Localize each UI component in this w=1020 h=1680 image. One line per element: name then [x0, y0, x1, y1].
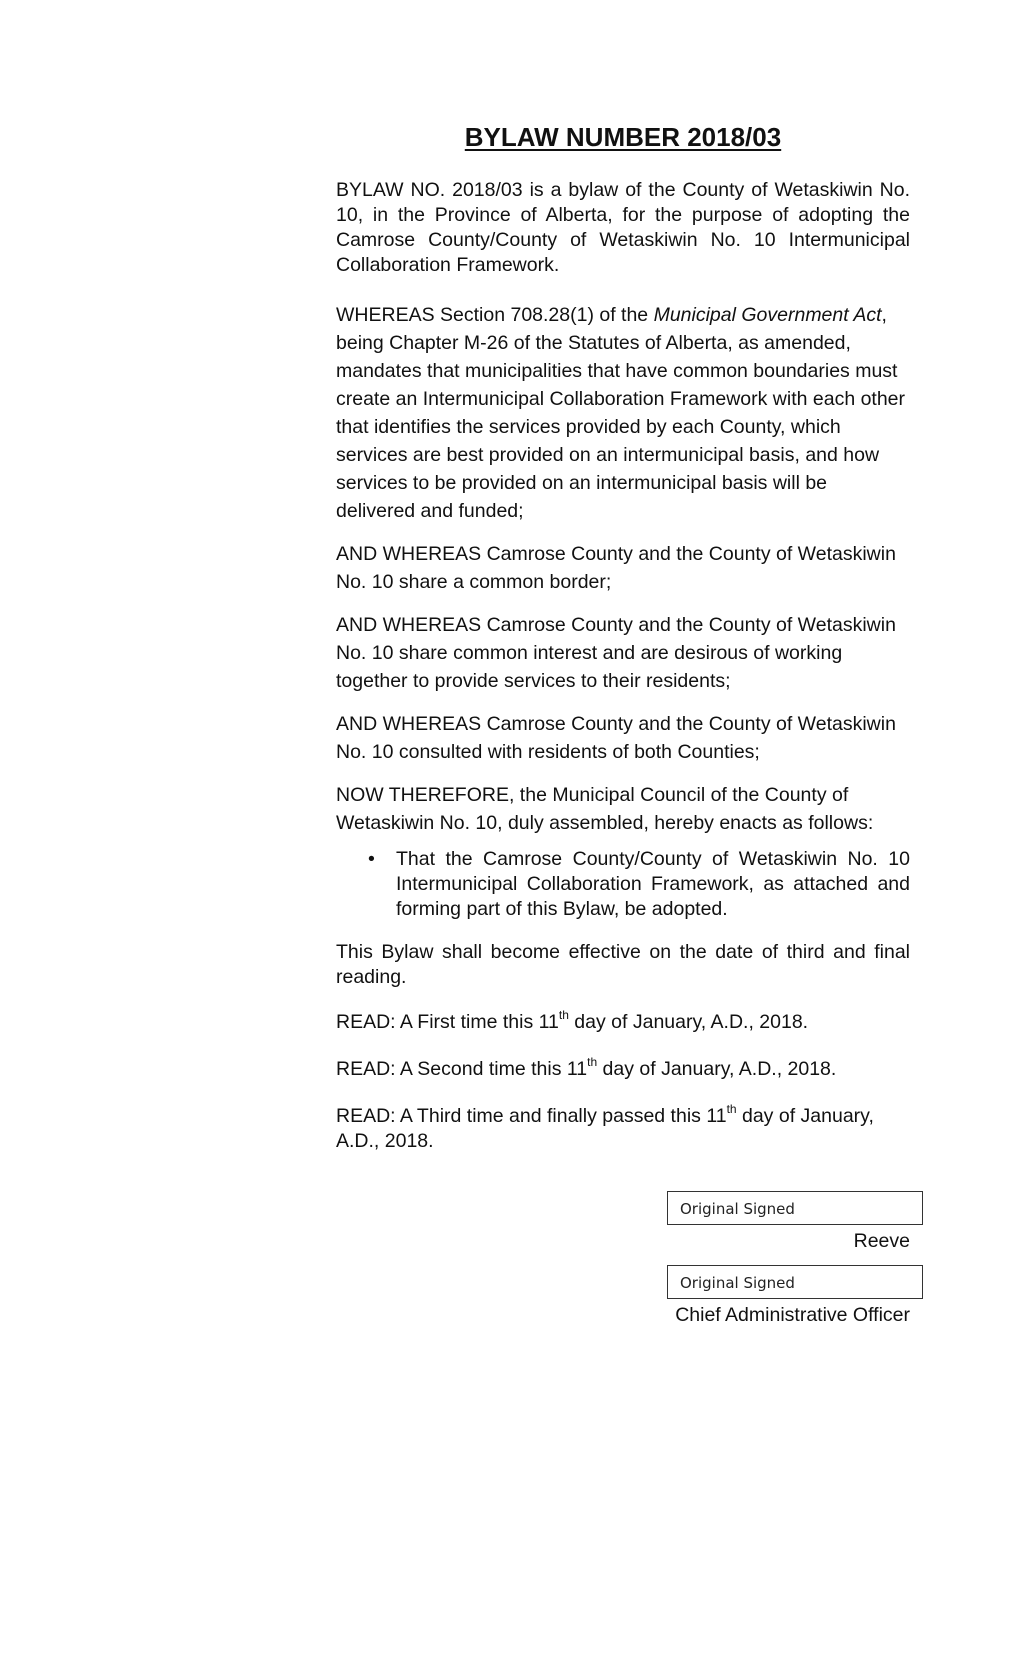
reeve-label: Reeve: [853, 1230, 910, 1252]
bylaw-body: [336, 178, 910, 1176]
third-reading: [336, 1104, 910, 1154]
second-reading-text: READ: A Second time this 11: [336, 1058, 588, 1080]
first-reading-date: day of January, A.D., 2018.: [568, 1011, 809, 1033]
second-reading-date: day of January, A.D., 2018.: [597, 1058, 837, 1080]
whereas-interest-paragraph: AND WHEREAS Camrose County and the County of Wetaskiwin No. 10 share common interest and are desirous of working together to provide services to their residents;: [336, 614, 896, 692]
act-name: Municipal Government Act: [653, 304, 882, 326]
second-reading-ordinal: th: [587, 1055, 598, 1069]
whereas-mga-paragraph: [336, 301, 910, 525]
reeve-signature-box: Original Signed: [667, 1191, 923, 1225]
first-reading-text: READ: A First time this 11: [336, 1011, 559, 1033]
cao-signature-box: Original Signed: [667, 1265, 923, 1299]
enactment-list: [336, 847, 910, 922]
now-therefore-paragraph: NOW THEREFORE, the Municipal Council of the County of Wetaskiwin No. 10, duly assembled, hereby enacts as follows:: [336, 784, 874, 834]
bullet-icon: •: [368, 848, 375, 870]
third-reading-text: READ: A Third time and finally passed this 11: [336, 1105, 727, 1127]
second-reading: [336, 1057, 910, 1082]
first-reading: [336, 1010, 910, 1035]
whereas-border-paragraph: AND WHEREAS Camrose County and the County of Wetaskiwin No. 10 share a common border;: [336, 543, 896, 593]
page-title: BYLAW NUMBER 2018/03: [464, 122, 782, 152]
intro-paragraph: BYLAW NO. 2018/03 is a bylaw of the County of Wetaskiwin No. 10, in the Province of Alberta, for the purpose of adopting the Camrose County/County of Wetaskiwin No. 10 Intermunicipal Collaboration Framework.: [336, 179, 910, 276]
enactment-text: That the Camrose County/County of Wetaskiwin No. 10 Intermunicipal Collaboration Framework, as attached and forming part of this Bylaw, be adopted.: [396, 848, 910, 920]
effective-paragraph: This Bylaw shall become effective on the date of third and final reading.: [336, 941, 910, 988]
cao-label: Chief Administrative Officer: [675, 1304, 910, 1326]
list-item: [336, 847, 910, 922]
whereas-mga-prefix: WHEREAS Section 708.28(1) of the: [336, 304, 654, 326]
first-reading-ordinal: th: [558, 1008, 569, 1022]
third-reading-ordinal: th: [726, 1102, 737, 1116]
third-reading-date: day of January, A.D., 2018.: [336, 1105, 874, 1152]
whereas-consulted-paragraph: AND WHEREAS Camrose County and the County of Wetaskiwin No. 10 consulted with residents of both Counties;: [336, 713, 896, 763]
whereas-mga-rest: , being Chapter M-26 of the Statutes of Alberta, as amended, mandates that municipalities that have common boundaries must create an Intermunicipal Collaboration Framework with each other that identifies the services provided by each County, which services are best provided on an intermunicipal basis, and how services to be provided on an intermunicipal basis will be delivered and funded;: [336, 304, 906, 522]
